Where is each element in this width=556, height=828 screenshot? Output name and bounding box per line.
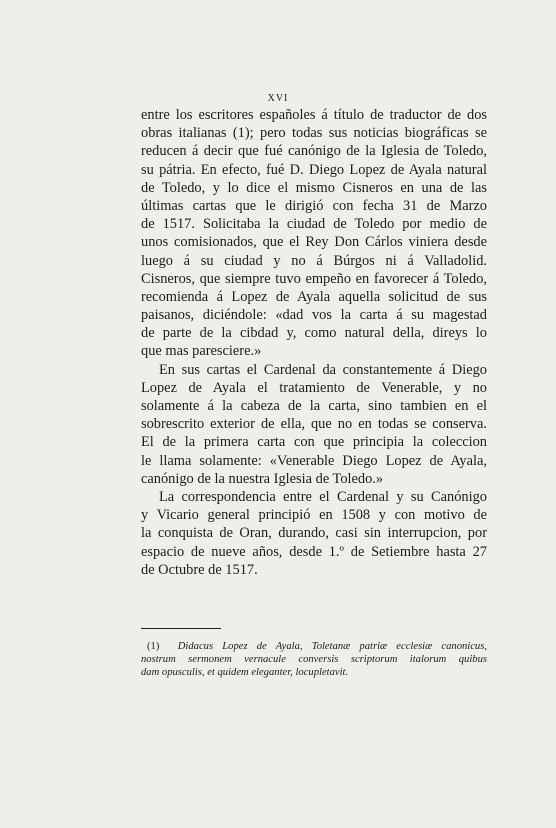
text-line: Cisneros, que siempre tuvo empeño en favorecer á Toledo, bbox=[141, 270, 487, 287]
page-number: XVI bbox=[267, 93, 289, 104]
text-line: que mas paresciere.» bbox=[141, 343, 262, 360]
text-line: últimas cartas que le dirigió con fecha 31 de Marzo bbox=[141, 197, 487, 214]
text-line: de Octubre de 1517. bbox=[141, 561, 258, 578]
footnote bbox=[141, 640, 487, 680]
text-line: su pátria. En efecto, fué D. Diego Lopez de Ayala natural bbox=[141, 161, 487, 178]
text-line: y Vicario general principió en 1508 y con motivo de bbox=[141, 507, 487, 524]
text-line: la conquista de Oran, durando, casi sin interrupcion, por bbox=[141, 525, 487, 542]
text-line: de Toledo, y lo dice el mismo Cisneros en una de las bbox=[141, 179, 487, 196]
text-line: luego á su ciudad y no á Búrgos ni á Valladolid. bbox=[141, 252, 487, 269]
text-line: En sus cartas el Cardenal da constantemente á Diego bbox=[159, 361, 487, 378]
text-line: recomienda á Lopez de Ayala aquella solicitud de sus bbox=[141, 288, 487, 305]
text-line: obras italianas (1); pero todas sus noticias biográficas se bbox=[141, 125, 487, 142]
text-line: reducen á decir que fué canónigo de la Iglesia de Toledo, bbox=[141, 143, 487, 160]
text-line: de 1517. Solicitaba la ciudad de Toledo por medio de bbox=[141, 216, 487, 233]
footnote-mark: (1) bbox=[147, 641, 160, 652]
text-line: de parte de la cibdad y, como natural della, direys lo bbox=[141, 325, 487, 342]
text-line: Lopez de Ayala el tratamiento de Venerable, y no bbox=[141, 379, 487, 396]
footnote-divider bbox=[141, 628, 221, 629]
text-line: unos comisionados, que el Rey Don Cárlos viniera desde bbox=[141, 234, 487, 251]
footnote-line: dam opusculis, et quidem eleganter, locupletavit. bbox=[141, 667, 349, 679]
text-line: solamente á la cabeza de la carta, sino tambien en el bbox=[141, 398, 487, 414]
text-line: le llama solamente: «Venerable Diego Lopez de Ayala, bbox=[141, 452, 487, 469]
text-line: paisanos, diciéndole: «dad vos la carta á su magestad bbox=[141, 307, 487, 324]
text-line: La correspondencia entre el Cardenal y su Canónigo bbox=[159, 488, 487, 505]
text-line: entre los escritores españoles á título de traductor de dos bbox=[141, 107, 487, 123]
text-line: sobrescrito exterior de ella, que no en todas se conserva. bbox=[141, 416, 487, 433]
text-line: El de la primera carta con que principia la coleccion bbox=[141, 434, 487, 451]
text-line: espacio de nueve años, desde 1.º de Setiembre hasta 27 bbox=[141, 543, 487, 560]
footnote-text: Didacus Lopez de Ayala, Toletanæ patriæ ecclesiæ canonicus, bbox=[177, 641, 487, 652]
text-line: canónigo de la nuestra Iglesia de Toledo.» bbox=[141, 470, 384, 487]
footnote-line bbox=[141, 640, 487, 653]
body-text bbox=[141, 106, 487, 579]
footnote-line: nostrum sermonem vernacule conversis scriptorum italorum quibus bbox=[141, 654, 487, 666]
